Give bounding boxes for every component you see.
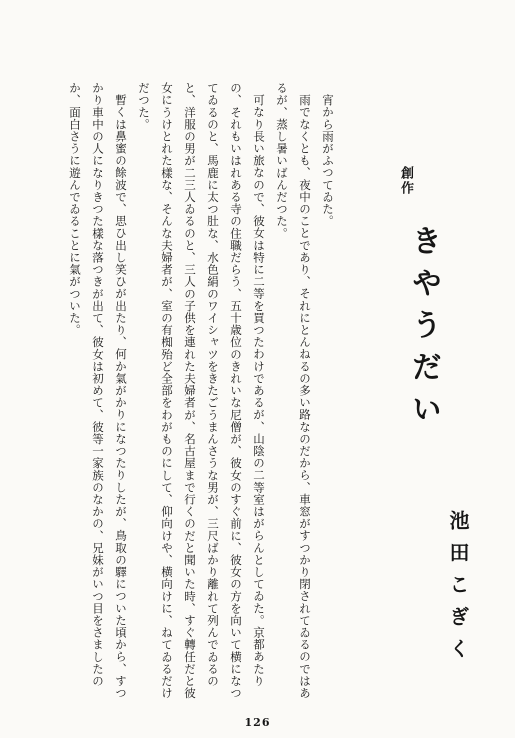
- author-name: 池田こぎく: [446, 510, 470, 670]
- page-number: 126: [244, 716, 271, 729]
- paragraph: 暫くは鼻蜜の餘波で、思ひ出し笑ひが出たり、何か氣がかりになつたりしたが、鳥取の驛についた頃から、すつかり車中の人になりきつた樣な落つきが出て、彼女は初めて、彼等一家族のなかの、兄妹がいつ目をさましたのか、面白さうに遊んでゐることに氣がついた。: [68, 82, 128, 699]
- paragraph: 雨でなくとも、夜中のことであり、それにとんねるの多い路なのだから、車窓がすつかり閉されてゐるのではあるが、蒸し暑いばんだつた。: [275, 82, 312, 699]
- body-text: [19, 82, 339, 704]
- title-block: [351, 40, 481, 680]
- paragraph: 宵から雨がふつてゐた。: [321, 93, 335, 227]
- paragraph: 可なり長い旅なので、彼女は特に二等を買つたわけであるが、山陰の二等室はがらんとしてゐた。京都あたりの、それもいはれある寺の住職だらう、五十歳位のきれいな尼僧が、彼女のすぐ前に、彼女の方を向いて横になつてゐるのと、馬鹿に太つ肚な、水色絹のワイシャツをきたごうまんさうな男が、三尺ばかり離れて列んでゐるのと、洋服の男が二三人ゐるのと、三人の子供を連れた夫婦者が、名古屋まで行くのだと聞いた時、すぐ轉任だと彼女にうけとれた樣な、そんな夫婦者が、室の有椥殆ど全部をわがものにして、仰向けや、横向けに、ねてゐるだけだつた。: [137, 82, 266, 700]
- story-title: きやうだい: [406, 225, 441, 435]
- genre-label: 創作: [398, 166, 413, 196]
